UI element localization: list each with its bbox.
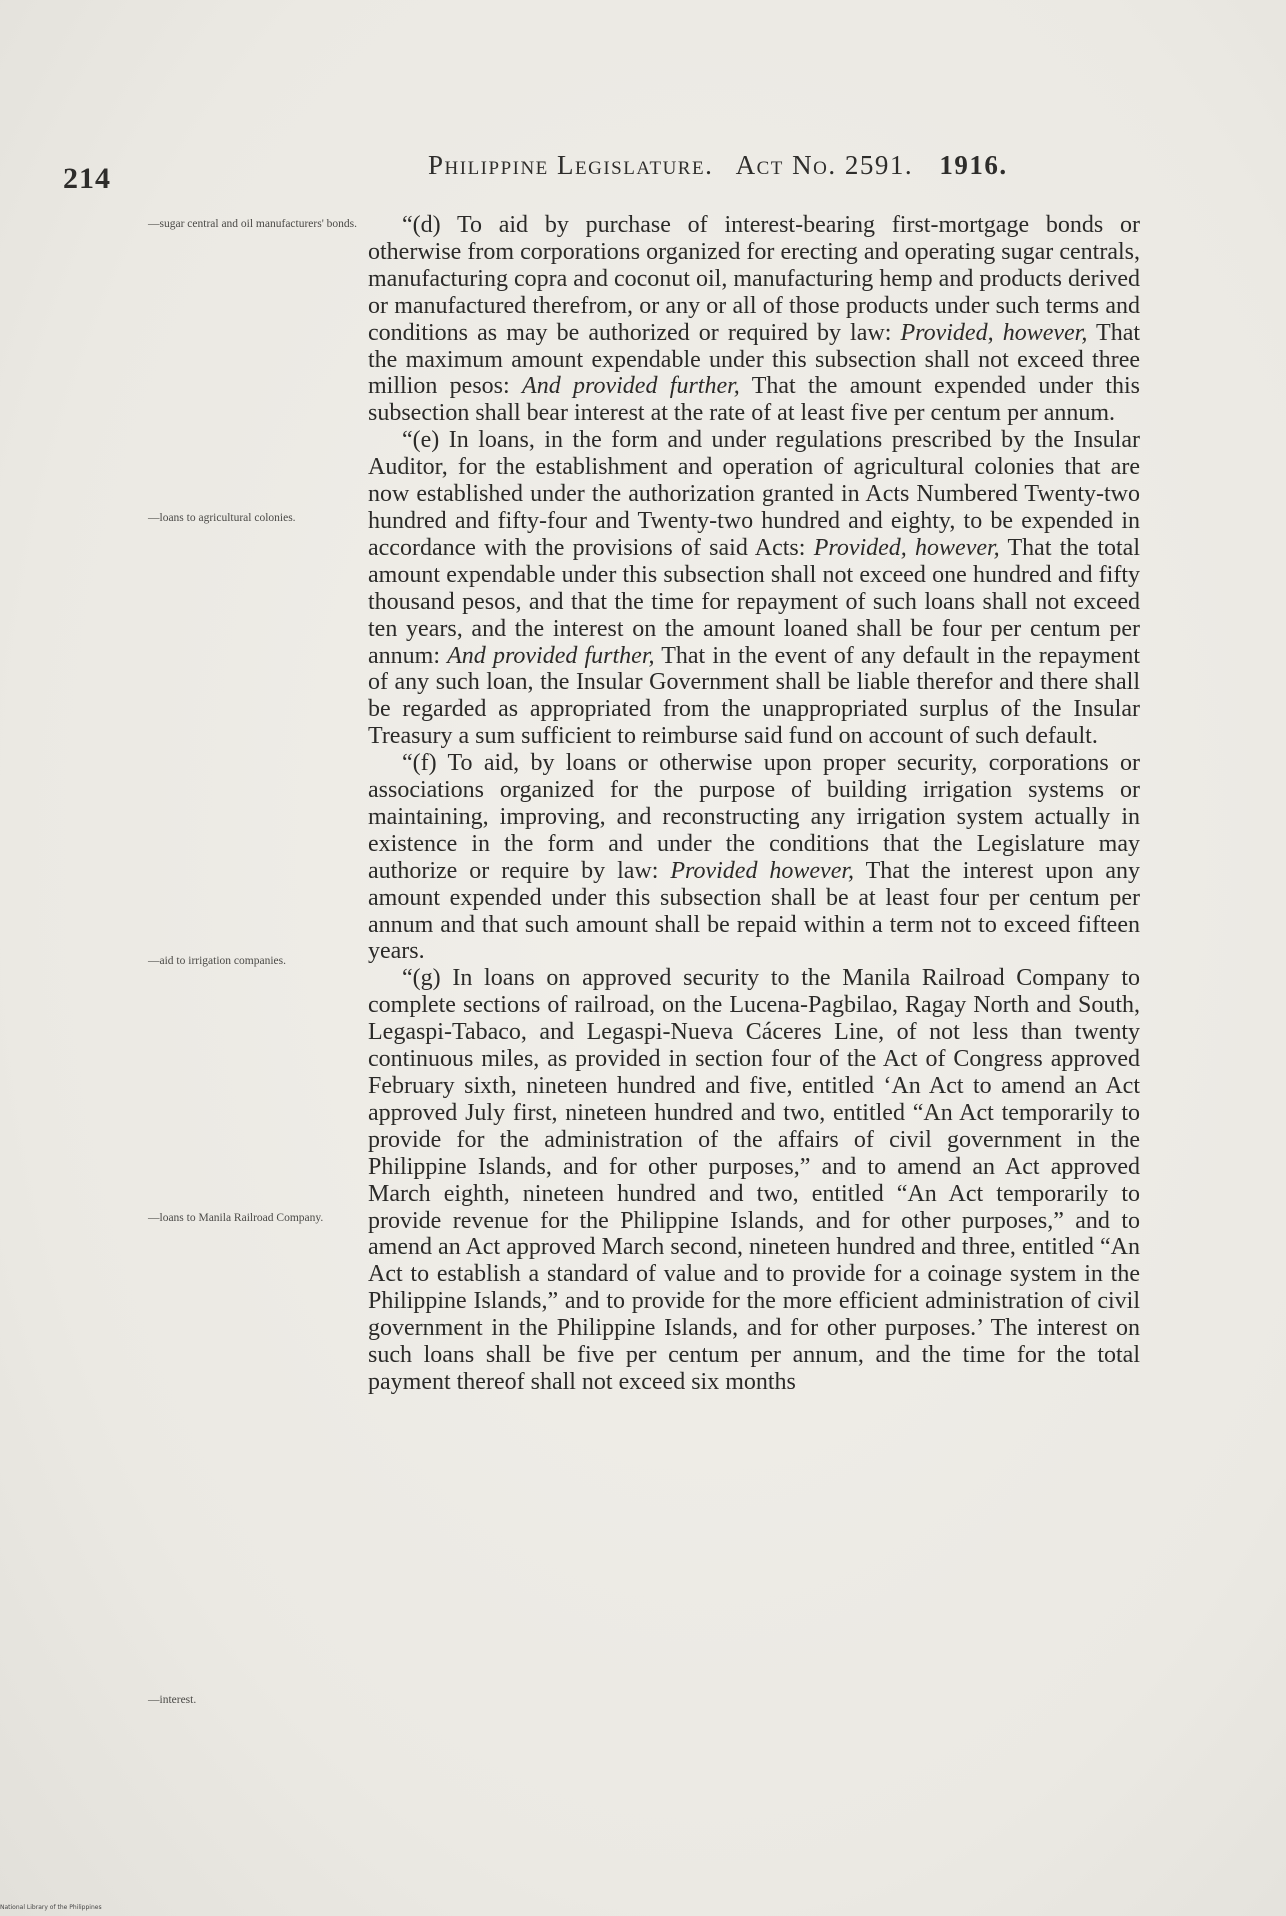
- scan-footer-strip: National Library of the Philippines: [0, 1904, 102, 1911]
- margin-note-manila-railroad: —loans to Manila Railroad Company.: [148, 1212, 324, 1224]
- margin-note-irrigation-companies: —aid to irrigation companies.: [148, 955, 286, 967]
- running-head-legislature: Philippine Legislature.: [428, 150, 714, 180]
- running-head-year: 1916.: [939, 150, 1008, 180]
- running-head: [428, 150, 1128, 181]
- body-text: [368, 212, 1140, 1396]
- paragraph-f: “(f) To aid, by loans or otherwise upon proper security, corporations or associations organized for the purpose of building irrigation systems or maintaining, improving, and reconstructing any irrigation system actually in existence in the form and under the conditions that the Legislature may authorize or require by law: Provided however, That the interest upon any amount expended under this subsection shall be at least four per centum per annum and that such amount shall be repaid within a term not to exceed fifteen years.: [368, 750, 1141, 965]
- running-head-act: Act No. 2591.: [735, 150, 914, 180]
- paragraph-e: “(e) In loans, in the form and under regulations prescribed by the Insular Auditor, for the establishment and operation of agricultural colonies that are now established under the authorization granted in Acts Numbered Twenty-two hundred and fifty-four and Twenty-two hundred and eighty, to be expended in accordance with the provisions of said Acts: Provided, however, That the total amount expendable under this subsection shall not exceed one hundred and fifty thousand pesos, and that the time for repayment of such loans shall not exceed ten years, and the interest on the amount loaned shall be four per centum per annum: And provided further, That in the event of any default in the repayment of any such loan, the Insular Government shall be liable therefor and there shall be regarded as appropriated from the unappropriated surplus of the Insular Treasury a sum sufficient to reimburse said fund on account of such default.: [368, 427, 1140, 750]
- paragraph-g: “(g) In loans on approved security to the Manila Railroad Company to complete sections of railroad, on the Lucena-Pagbilao, Ragay North and South, Legaspi-Tabaco, and Legaspi-Nueva Cáceres Line, of not less than twenty continuous miles, as provided in section four of the Act of Congress approved February sixth, nineteen hundred and five, entitled ‘An Act to amend an Act approved July first, nineteen hundred and two, entitled “An Act temporarily to provide for the administration of the affairs of civil government in the Philippine Islands, and for other purposes,” and to amend an Act approved March eighth, nineteen hundred and two, entitled “An Act temporarily to provide revenue for the Philippine Islands, and for other purposes,” and to amend an Act approved March second, nineteen hundred and three, entitled “An Act to establish a standard of value and to provide for a coinage system in the Philippine Islands,” and to provide for the more efficient administration of civil government in the Philippine Islands, and for other purposes.’ The interest on such loans shall be five per centum per annum, and the time for the total payment thereof shall not exceed six months: [368, 965, 1140, 1395]
- margin-note-interest: —interest.: [148, 1694, 197, 1706]
- page-number: 214: [63, 162, 111, 195]
- paragraph-d: “(d) To aid by purchase of interest-bearing first-mortgage bonds or otherwise from corporations organized for erecting and operating sugar centrals, manufacturing copra and coconut oil, manufacturing hemp and products derived or manufactured therefrom, or any or all of those products under such terms and conditions as may be authorized or required by law: Provided, however, That the maximum amount expendable under this subsection shall not exceed three million pesos: And provided further, That the amount expended under this subsection shall bear interest at the rate of at least five per centum per annum.: [368, 212, 1141, 427]
- margin-note-sugar-bonds: —sugar central and oil manufacturers' bonds.: [148, 218, 358, 230]
- margin-note-agricultural-colonies: —loans to agricultural colonies.: [148, 512, 296, 524]
